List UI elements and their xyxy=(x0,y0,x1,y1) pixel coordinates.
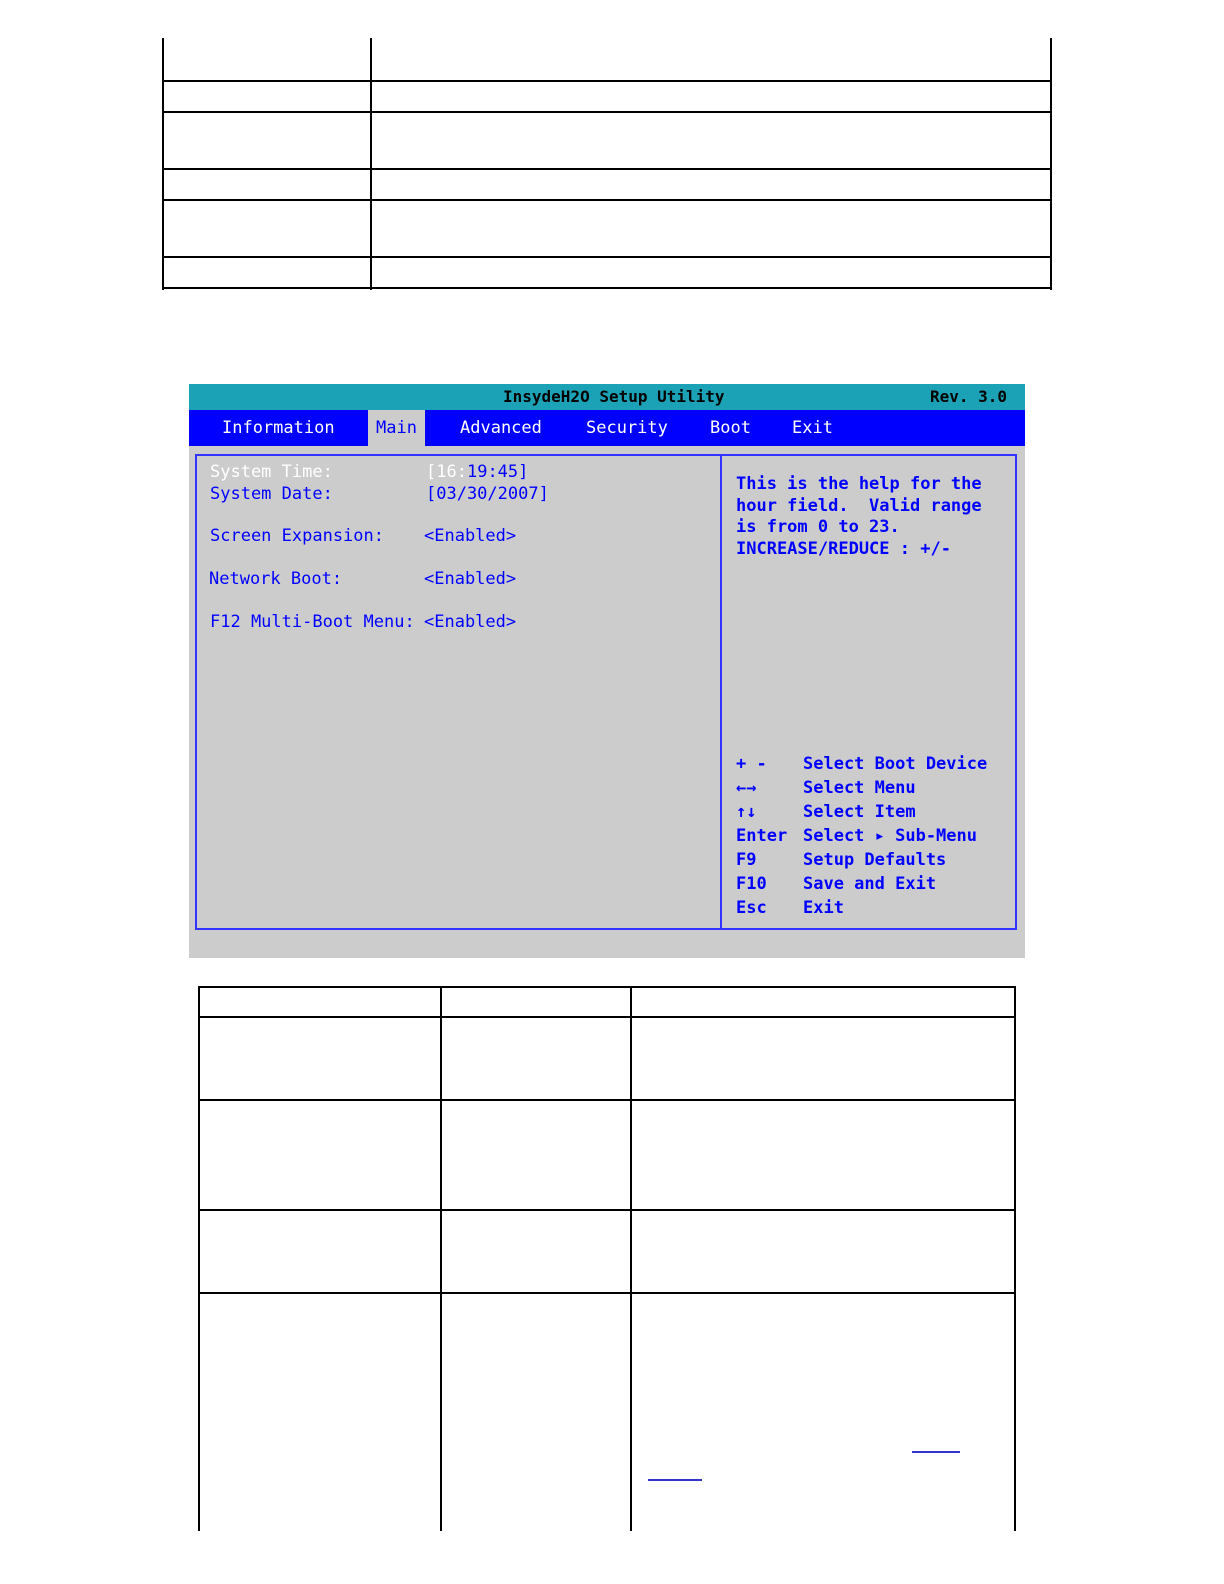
help-line: This is the help for the xyxy=(736,474,982,494)
key-desc: Save and Exit xyxy=(803,874,937,894)
table-column-divider xyxy=(440,986,442,1531)
bios-revision: Rev. 3.0 xyxy=(929,387,1007,406)
table-border-left xyxy=(162,38,164,290)
key-row xyxy=(736,754,988,778)
key-name: ←→ xyxy=(736,778,757,798)
bios-panel-divider xyxy=(720,454,722,930)
link-underline[interactable] xyxy=(912,1451,960,1453)
field-label: Network Boot: xyxy=(209,569,343,589)
key-row xyxy=(736,778,916,802)
table-row-divider xyxy=(162,168,1052,170)
table-border-top xyxy=(198,986,1016,988)
field-value-rest: 19:45] xyxy=(466,462,529,482)
key-row xyxy=(736,802,916,826)
key-desc: Setup Defaults xyxy=(803,850,947,870)
field-value[interactable] xyxy=(426,462,528,482)
bottom-table xyxy=(198,986,1016,1531)
table-row-divider xyxy=(198,1099,1016,1101)
key-legend xyxy=(736,754,988,922)
key-row xyxy=(736,898,844,922)
key-name: F9 xyxy=(736,850,757,870)
key-desc: Select Menu xyxy=(803,778,916,798)
field-label: System Date: xyxy=(210,484,333,504)
key-name: Enter xyxy=(736,826,788,846)
table-row-divider xyxy=(162,256,1052,258)
table-row-divider xyxy=(198,1292,1016,1294)
table-border-right xyxy=(1014,986,1016,1531)
key-name: F10 xyxy=(736,874,767,894)
key-row xyxy=(736,826,977,850)
table-row-divider xyxy=(162,80,1052,82)
field-value-hour[interactable]: 16: xyxy=(436,462,467,482)
bios-menu-bar xyxy=(189,410,1025,446)
menu-main[interactable]: Main xyxy=(368,410,425,446)
bios-setup-screen xyxy=(189,384,1025,958)
key-name: + - xyxy=(736,754,767,774)
help-line: hour field. Valid range xyxy=(736,495,982,516)
table-row-divider xyxy=(162,199,1052,201)
key-name: Esc xyxy=(736,898,767,918)
field-f12-multi-boot-menu[interactable] xyxy=(210,612,517,692)
table-row-divider xyxy=(198,1016,1016,1018)
menu-information[interactable]: Information xyxy=(222,418,335,438)
bios-title-bar xyxy=(189,384,1025,410)
field-label: Screen Expansion: xyxy=(210,526,384,546)
help-line: is from 0 to 23. xyxy=(736,517,900,537)
table-row-divider xyxy=(198,1209,1016,1211)
field-label: F12 Multi-Boot Menu: xyxy=(210,612,415,632)
bios-title: InsydeH2O Setup Utility xyxy=(503,387,725,406)
key-desc: Exit xyxy=(803,898,844,918)
field-value[interactable]: <Enabled> xyxy=(424,526,517,546)
menu-advanced[interactable]: Advanced xyxy=(460,418,542,438)
link-underline[interactable] xyxy=(648,1479,702,1481)
key-name: ↑↓ xyxy=(736,802,757,822)
field-value-bracket: [ xyxy=(426,462,437,482)
help-text xyxy=(736,474,1016,560)
key-desc: Select ▸ Sub-Menu xyxy=(803,826,977,846)
table-border-right xyxy=(1050,38,1052,290)
table-border-left xyxy=(198,986,200,1531)
table-row-divider xyxy=(162,111,1052,113)
field-value[interactable]: [03/30/2007] xyxy=(426,484,549,504)
key-row xyxy=(736,874,937,898)
key-desc: Select Item xyxy=(803,802,916,822)
menu-boot[interactable]: Boot xyxy=(710,418,751,438)
top-table xyxy=(162,38,1052,290)
key-row xyxy=(736,850,947,874)
field-label: System Time: xyxy=(210,462,333,482)
menu-security[interactable]: Security xyxy=(586,418,668,438)
table-column-divider xyxy=(370,38,372,290)
field-value[interactable]: <Enabled> xyxy=(424,569,517,589)
field-value[interactable]: <Enabled> xyxy=(424,612,517,632)
table-row-divider xyxy=(162,287,1052,289)
key-desc: Select Boot Device xyxy=(803,754,988,774)
menu-exit[interactable]: Exit xyxy=(792,418,833,438)
help-line: INCREASE/REDUCE : +/- xyxy=(736,538,951,559)
table-column-divider xyxy=(630,986,632,1531)
